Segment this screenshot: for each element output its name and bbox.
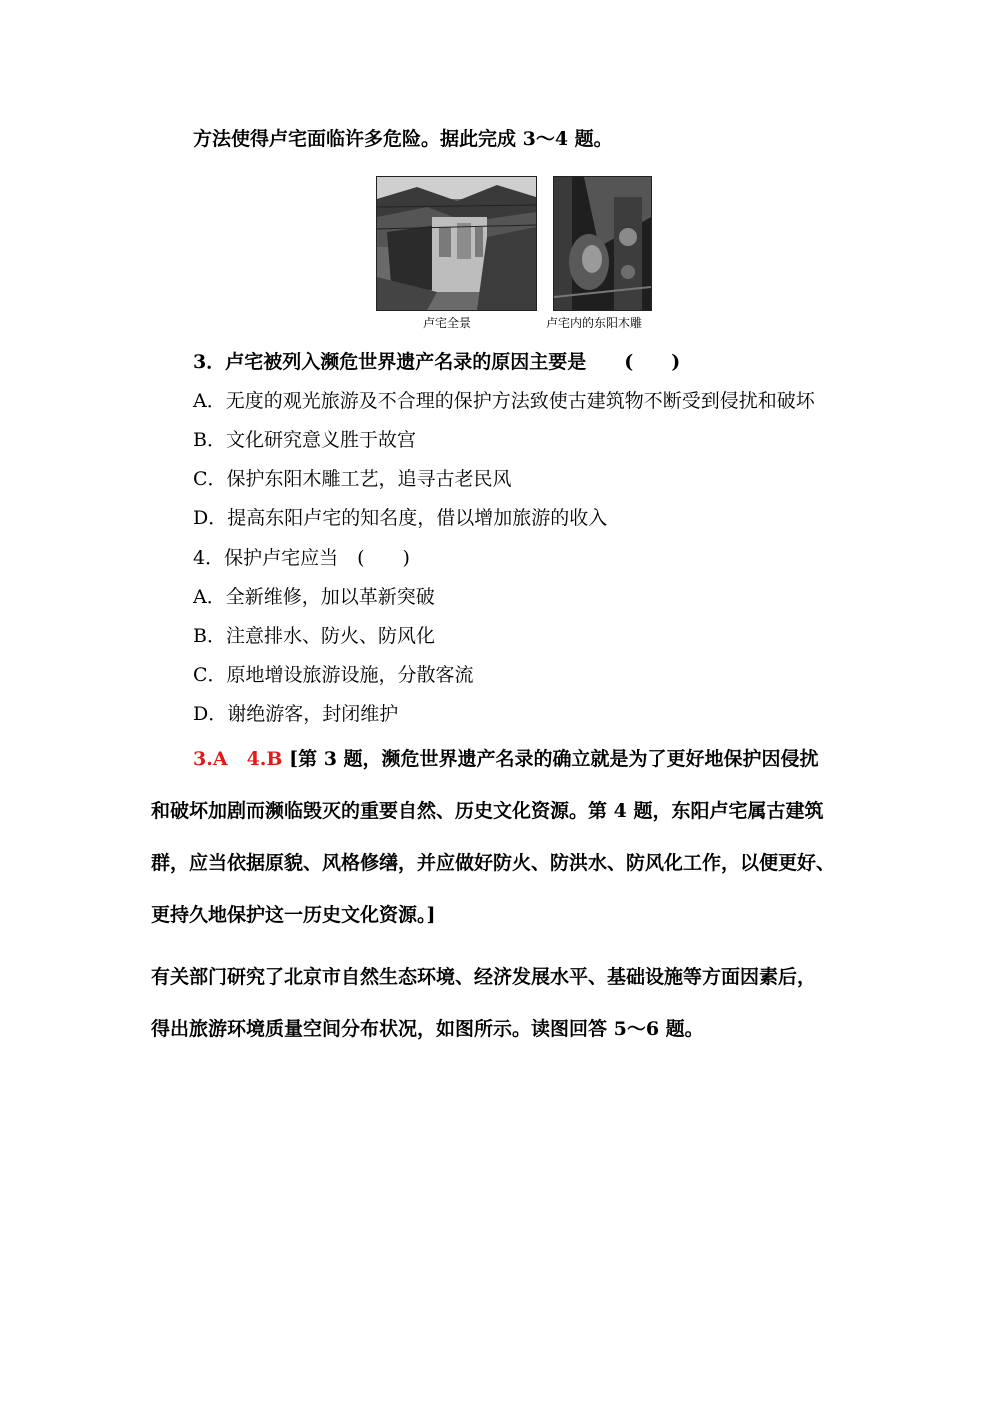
question-4-option-b: B．注意排水、防火、防风化	[193, 625, 435, 647]
caption-right: 卢宅内的东阳木雕	[546, 316, 643, 330]
answer-line-3: 群，应当依据原貌、风格修缮，并应做好防火、防洪水、防风化工作，以便更好、	[151, 852, 836, 874]
caption-left: 卢宅全景	[423, 316, 472, 330]
question-3-stem: 3．卢宅被列入濒危世界遗产名录的原因主要是 ( )	[193, 351, 681, 373]
question-4-option-c: C．原地增设旅游设施，分散客流	[193, 664, 474, 686]
question-3-option-d: D．提高东阳卢宅的知名度，借以增加旅游的收入	[193, 507, 608, 529]
woodcarving-photo	[553, 176, 652, 311]
question-3-option-a: A．无度的观光旅游及不合理的保护方法致使古建筑物不断受到侵扰和破坏	[193, 390, 815, 412]
question-4-option-a: A．全新维修，加以革新突破	[193, 586, 435, 608]
panorama-photo	[376, 176, 537, 311]
question-4-stem: 4．保护卢宅应当 ( )	[193, 547, 410, 569]
question-4-option-d: D．谢绝游客，封闭维护	[193, 703, 399, 725]
question-3-option-c: C．保护东阳木雕工艺，追寻古老民风	[193, 468, 512, 490]
answer-line-2: 和破坏加剧而濒临毁灭的重要自然、历史文化资源。第 4 题，东阳卢宅属古建筑	[151, 800, 824, 822]
question-3-option-b: B．文化研究意义胜于故宫	[193, 429, 416, 451]
intro-text: 方法使得卢宅面临许多危险。据此完成 3～4 题。	[193, 128, 613, 150]
next-intro-line-1: 有关部门研究了北京市自然生态环境、经济发展水平、基础设施等方面因素后，	[151, 966, 817, 988]
answer-line-4: 更持久地保护这一历史文化资源。]	[151, 904, 436, 926]
answer-key: 3.A 4.B	[193, 748, 283, 770]
next-intro-line-2: 得出旅游环境质量空间分布状况，如图所示。读图回答 5～6 题。	[151, 1018, 704, 1040]
answer-explanation-start: [第 3 题，濒危世界遗产名录的确立就是为了更好地保护因侵扰	[289, 748, 819, 770]
answer-line-1	[193, 747, 819, 771]
